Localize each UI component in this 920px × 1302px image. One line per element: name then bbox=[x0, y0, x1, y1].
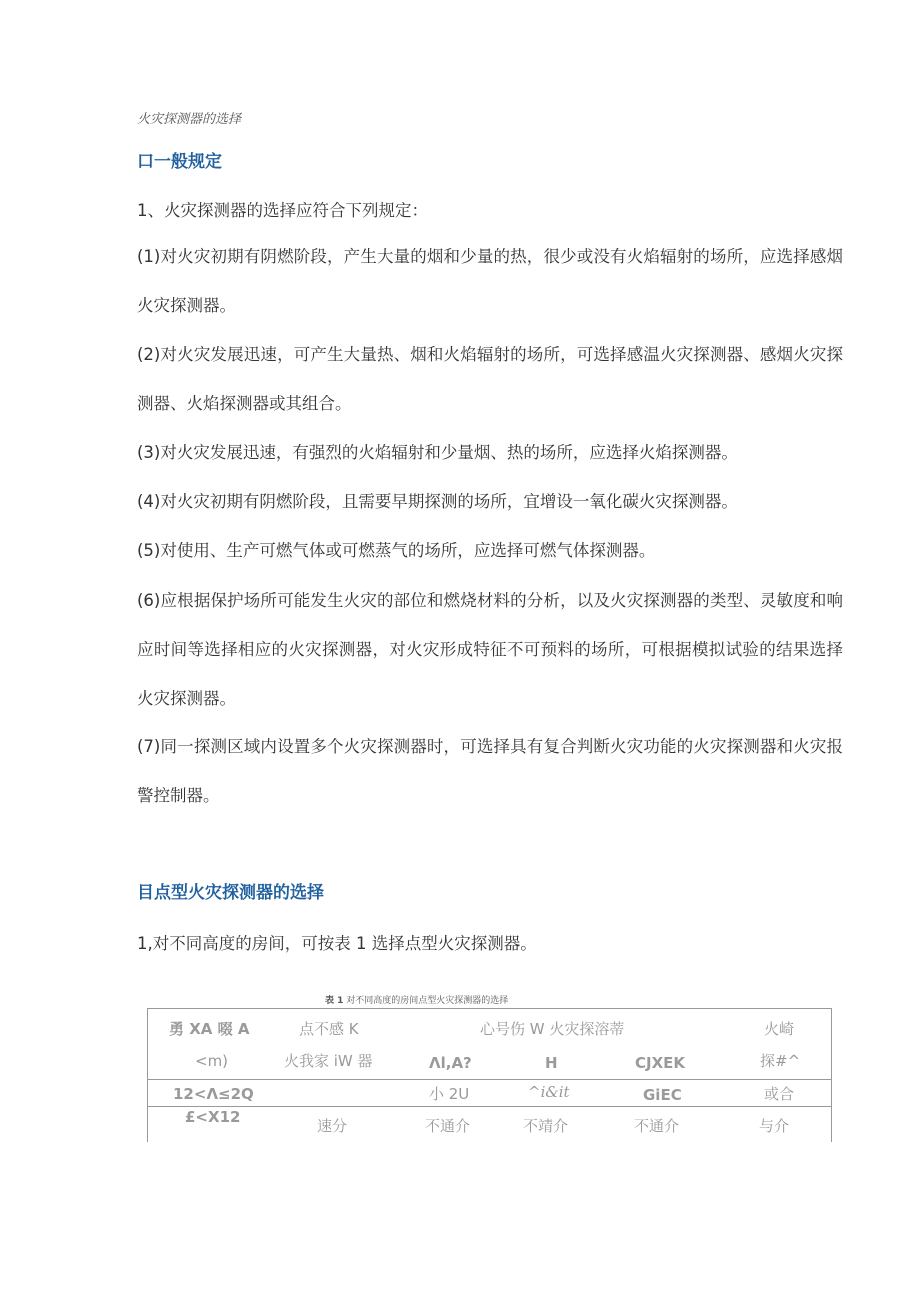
section1-intro: 1、火灾探测器的选择应符合下列规定： bbox=[137, 201, 428, 220]
detector-selection-table bbox=[147, 1008, 832, 1142]
table-row-1-heat-c: GiEC bbox=[643, 1086, 682, 1104]
rule-item-4: (4)对火灾初期有阴燃阶段，且需要早期探测的场所，宜增设一氧化碳火灾探测器。 bbox=[137, 492, 738, 511]
table-cell-header-flame: 火崎 bbox=[764, 1020, 795, 1038]
table-row-2-heat-a: 不通介 bbox=[425, 1117, 471, 1135]
table-border-top bbox=[147, 1008, 832, 1009]
table-cell-header-smoke: 点不感 K bbox=[299, 1020, 359, 1038]
table-cell-flame-detector: 探#^ bbox=[760, 1052, 801, 1070]
table-cell-heat-c: CJXEK bbox=[635, 1054, 686, 1072]
rule-item-3: (3)对火灾发展迅速，有强烈的火焰辐射和少量烟、热的场所，应选择火焰探测器。 bbox=[137, 443, 738, 462]
table-row-2-height: £<X12 bbox=[185, 1108, 241, 1126]
table-cell-heat-h: H bbox=[545, 1054, 558, 1072]
table-row-2-heat-c: 不通介 bbox=[634, 1117, 680, 1135]
section2-intro: 1,对不同高度的房间，可按表 1 选择点型火灾探测器。 bbox=[137, 934, 537, 953]
table-cell-header-heat: 心号伤 W 火灾探溶蒂 bbox=[480, 1020, 625, 1038]
table-cell-smoke-detector: 火我家 iW 器 bbox=[284, 1052, 373, 1070]
section-heading-point-detector: 目点型火灾探测器的选择 bbox=[137, 883, 324, 903]
rule-item-6: (6)应根据保护场所可能发生火灾的部位和燃烧材料的分析，以及火灾探测器的类型、灵敏度和响应时间等选择相应的火灾探测器，对火灾形成特征不可预料的场所，可根据模拟试验的结果选择火灾探测器。 bbox=[137, 591, 843, 708]
table-row-1-flame: 或合 bbox=[764, 1085, 795, 1103]
section-heading-general: 口一般规定 bbox=[137, 152, 222, 172]
rule-item-5: (5)对使用、生产可燃气体或可燃蒸气的场所，应选择可燃气体探测器。 bbox=[137, 541, 656, 560]
table-row-1-heat-a: 小 2U bbox=[429, 1085, 470, 1103]
table-cell-heat-a: Λl,A? bbox=[429, 1054, 472, 1072]
rule-item-2: (2)对火灾发展迅速，可产生大量热、烟和火焰辐射的场所，可选择感温火灾探测器、感烟火灾探测器、火焰探测器或其组合。 bbox=[137, 345, 843, 413]
table-cell-header-height: 勇 XA 啜 A bbox=[169, 1020, 250, 1038]
table-cell-unit: <m) bbox=[195, 1052, 229, 1070]
document-title: 火灾探测器的选择 bbox=[137, 112, 242, 127]
table-rule-2 bbox=[147, 1106, 832, 1107]
table-border-left bbox=[147, 1008, 148, 1142]
table-rule-1 bbox=[147, 1079, 832, 1080]
rule-item-7: (7)同一探测区域内设置多个火灾探测器时，可选择具有复合判断火灾功能的火灾探测器和火灾报警控制器。 bbox=[137, 737, 843, 805]
table-caption-number: 表 1 bbox=[325, 996, 344, 1006]
table-row-1-height: 12<Λ≤2Q bbox=[173, 1085, 254, 1103]
table-caption bbox=[325, 993, 508, 1006]
table-row-2-smoke: 速分 bbox=[317, 1117, 348, 1135]
table-border-right bbox=[831, 1008, 832, 1142]
table-caption-text: 对不同高度的房间点型火灾探测器的选择 bbox=[343, 996, 509, 1006]
table-row-2-flame: 与介 bbox=[759, 1117, 790, 1135]
table-row-2-heat-h: 不靖介 bbox=[523, 1117, 569, 1135]
rule-item-1: (1)对火灾初期有阴燃阶段，产生大量的烟和少量的热，很少或没有火焰辐射的场所，应选择感烟火灾探测器。 bbox=[137, 247, 843, 315]
table-row-1-heat-h: ^i&it bbox=[528, 1083, 570, 1101]
